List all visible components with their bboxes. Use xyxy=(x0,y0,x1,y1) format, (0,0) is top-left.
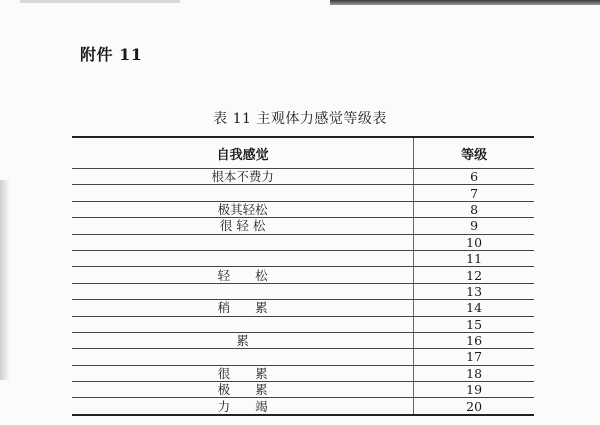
header-level: 等级 xyxy=(414,137,534,169)
level-cell: 12 xyxy=(414,267,534,283)
level-cell: 18 xyxy=(414,365,534,381)
feeling-cell: 极 累 xyxy=(72,382,414,398)
feeling-cell: 很 轻 松 xyxy=(72,218,414,234)
scan-shadow xyxy=(330,0,600,5)
table-body xyxy=(72,169,534,415)
feeling-cell xyxy=(72,283,414,299)
feeling-cell xyxy=(72,250,414,266)
level-cell: 20 xyxy=(414,398,534,415)
table-caption: 表 11 主观体力感觉等级表 xyxy=(213,111,387,127)
table-row xyxy=(72,283,534,299)
table-row xyxy=(72,365,534,381)
level-cell: 10 xyxy=(414,234,534,250)
feeling-cell: 根本不费力 xyxy=(72,169,414,185)
header-feeling: 自我感觉 xyxy=(72,137,414,169)
scan-shadow-left xyxy=(20,0,180,3)
level-cell: 11 xyxy=(414,250,534,266)
table-row xyxy=(72,218,534,234)
table-row xyxy=(72,316,534,332)
feeling-cell xyxy=(72,234,414,250)
feeling-cell: 力 竭 xyxy=(72,398,414,415)
level-cell: 16 xyxy=(414,332,534,348)
feeling-cell: 极其轻松 xyxy=(72,201,414,217)
table-row xyxy=(72,185,534,201)
feeling-cell: 稍 累 xyxy=(72,300,414,316)
feeling-cell: 累 xyxy=(72,332,414,348)
table-header-row xyxy=(72,137,534,169)
level-cell: 7 xyxy=(414,185,534,201)
feeling-cell xyxy=(72,316,414,332)
feeling-cell: 很 累 xyxy=(72,365,414,381)
table-row xyxy=(72,234,534,250)
level-cell: 17 xyxy=(414,349,534,365)
feeling-cell xyxy=(72,185,414,201)
level-cell: 8 xyxy=(414,201,534,217)
level-cell: 6 xyxy=(414,169,534,185)
table-row xyxy=(72,267,534,283)
feeling-cell xyxy=(72,349,414,365)
table-row xyxy=(72,300,534,316)
table-row xyxy=(72,349,534,365)
table-row xyxy=(72,332,534,348)
table-row xyxy=(72,382,534,398)
table-row xyxy=(72,398,534,415)
level-cell: 13 xyxy=(414,283,534,299)
rpe-table xyxy=(72,136,534,416)
scan-edge xyxy=(0,180,10,380)
table-row xyxy=(72,250,534,266)
appendix-label: 附件 11 xyxy=(80,45,143,64)
level-cell: 9 xyxy=(414,218,534,234)
level-cell: 14 xyxy=(414,300,534,316)
level-cell: 15 xyxy=(414,316,534,332)
feeling-cell: 轻 松 xyxy=(72,267,414,283)
level-cell: 19 xyxy=(414,382,534,398)
table-row xyxy=(72,169,534,185)
table-row xyxy=(72,201,534,217)
